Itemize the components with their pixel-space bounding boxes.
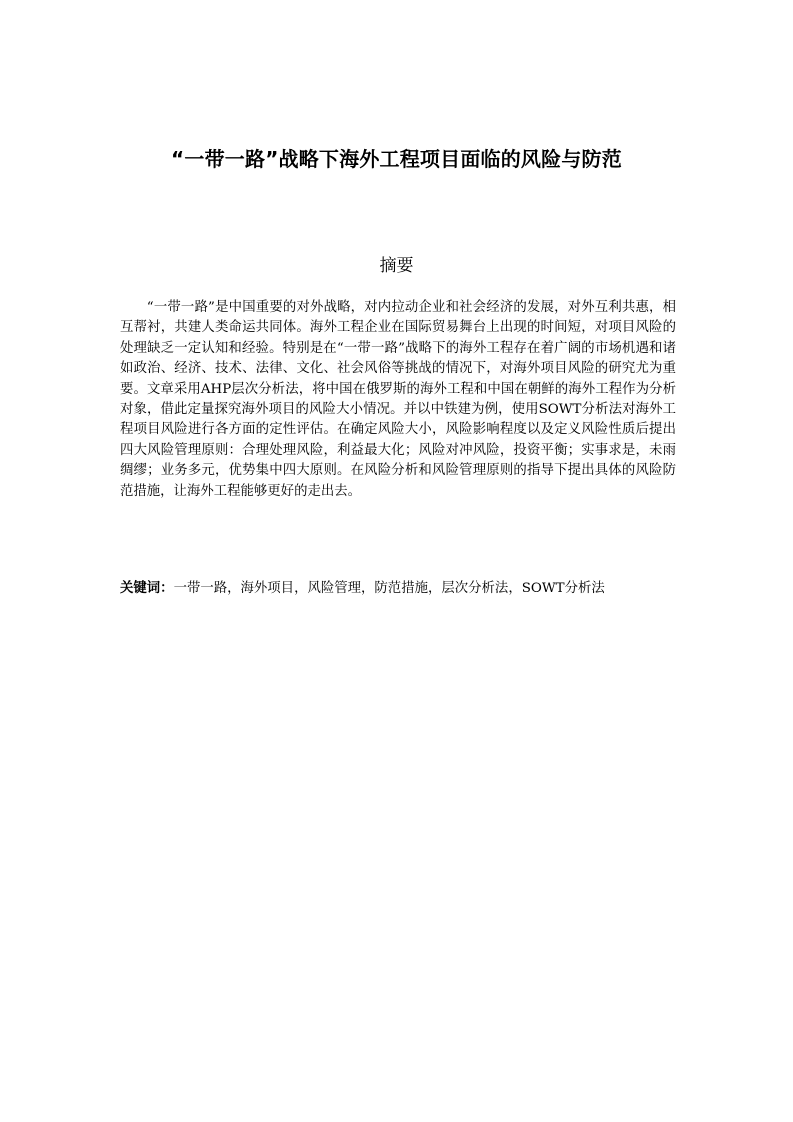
abstract-heading: 摘要 bbox=[379, 256, 414, 276]
document-title: “一带一路”战略下海外工程项目面临的风险与防范 bbox=[171, 147, 622, 171]
keywords-text: 一带一路，海外项目，风险管理，防范措施，层次分析法，SOWT分析法 bbox=[173, 581, 605, 596]
abstract-paragraph: “一带一路”是中国重要的对外战略，对内拉动企业和社会经济的发展，对外互利共惠，相互帮衬，共建人类命运共同体。海外工程企业在国际贸易舞台上出现的时间短，对项目风险的处理缺乏一定认知和经验。特别是在“一带一路”战略下的海外工程存在着广阔的市场机遇和诸如政治、经济、技术、法律、文化、社会风俗等挑战的情况下，对海外项目风险的研究尤为重要。文章采用AHP层次分析法，将中国在俄罗斯的海外工程和中国在朝鲜的海外工程作为分析对象，借此定量探究海外项目的风险大小情况。并以中铁建为例，使用SOWT分析法对海外工程项目风险进行各方面的定性评估。在确定风险大小，风险影响程度以及定义风险性质后提出四大风险管理原则：合理处理风险，利益最大化；风险对冲风险，投资平衡；实事求是，未雨绸缪；业务多元，优势集中四大原则。在风险分析和风险管理原则的指导下提出具体的风险防范措施，让海外工程能够更好的走出去。 bbox=[120, 300, 676, 499]
keywords-label: 关键词： bbox=[120, 581, 174, 596]
keywords-line bbox=[120, 579, 676, 599]
